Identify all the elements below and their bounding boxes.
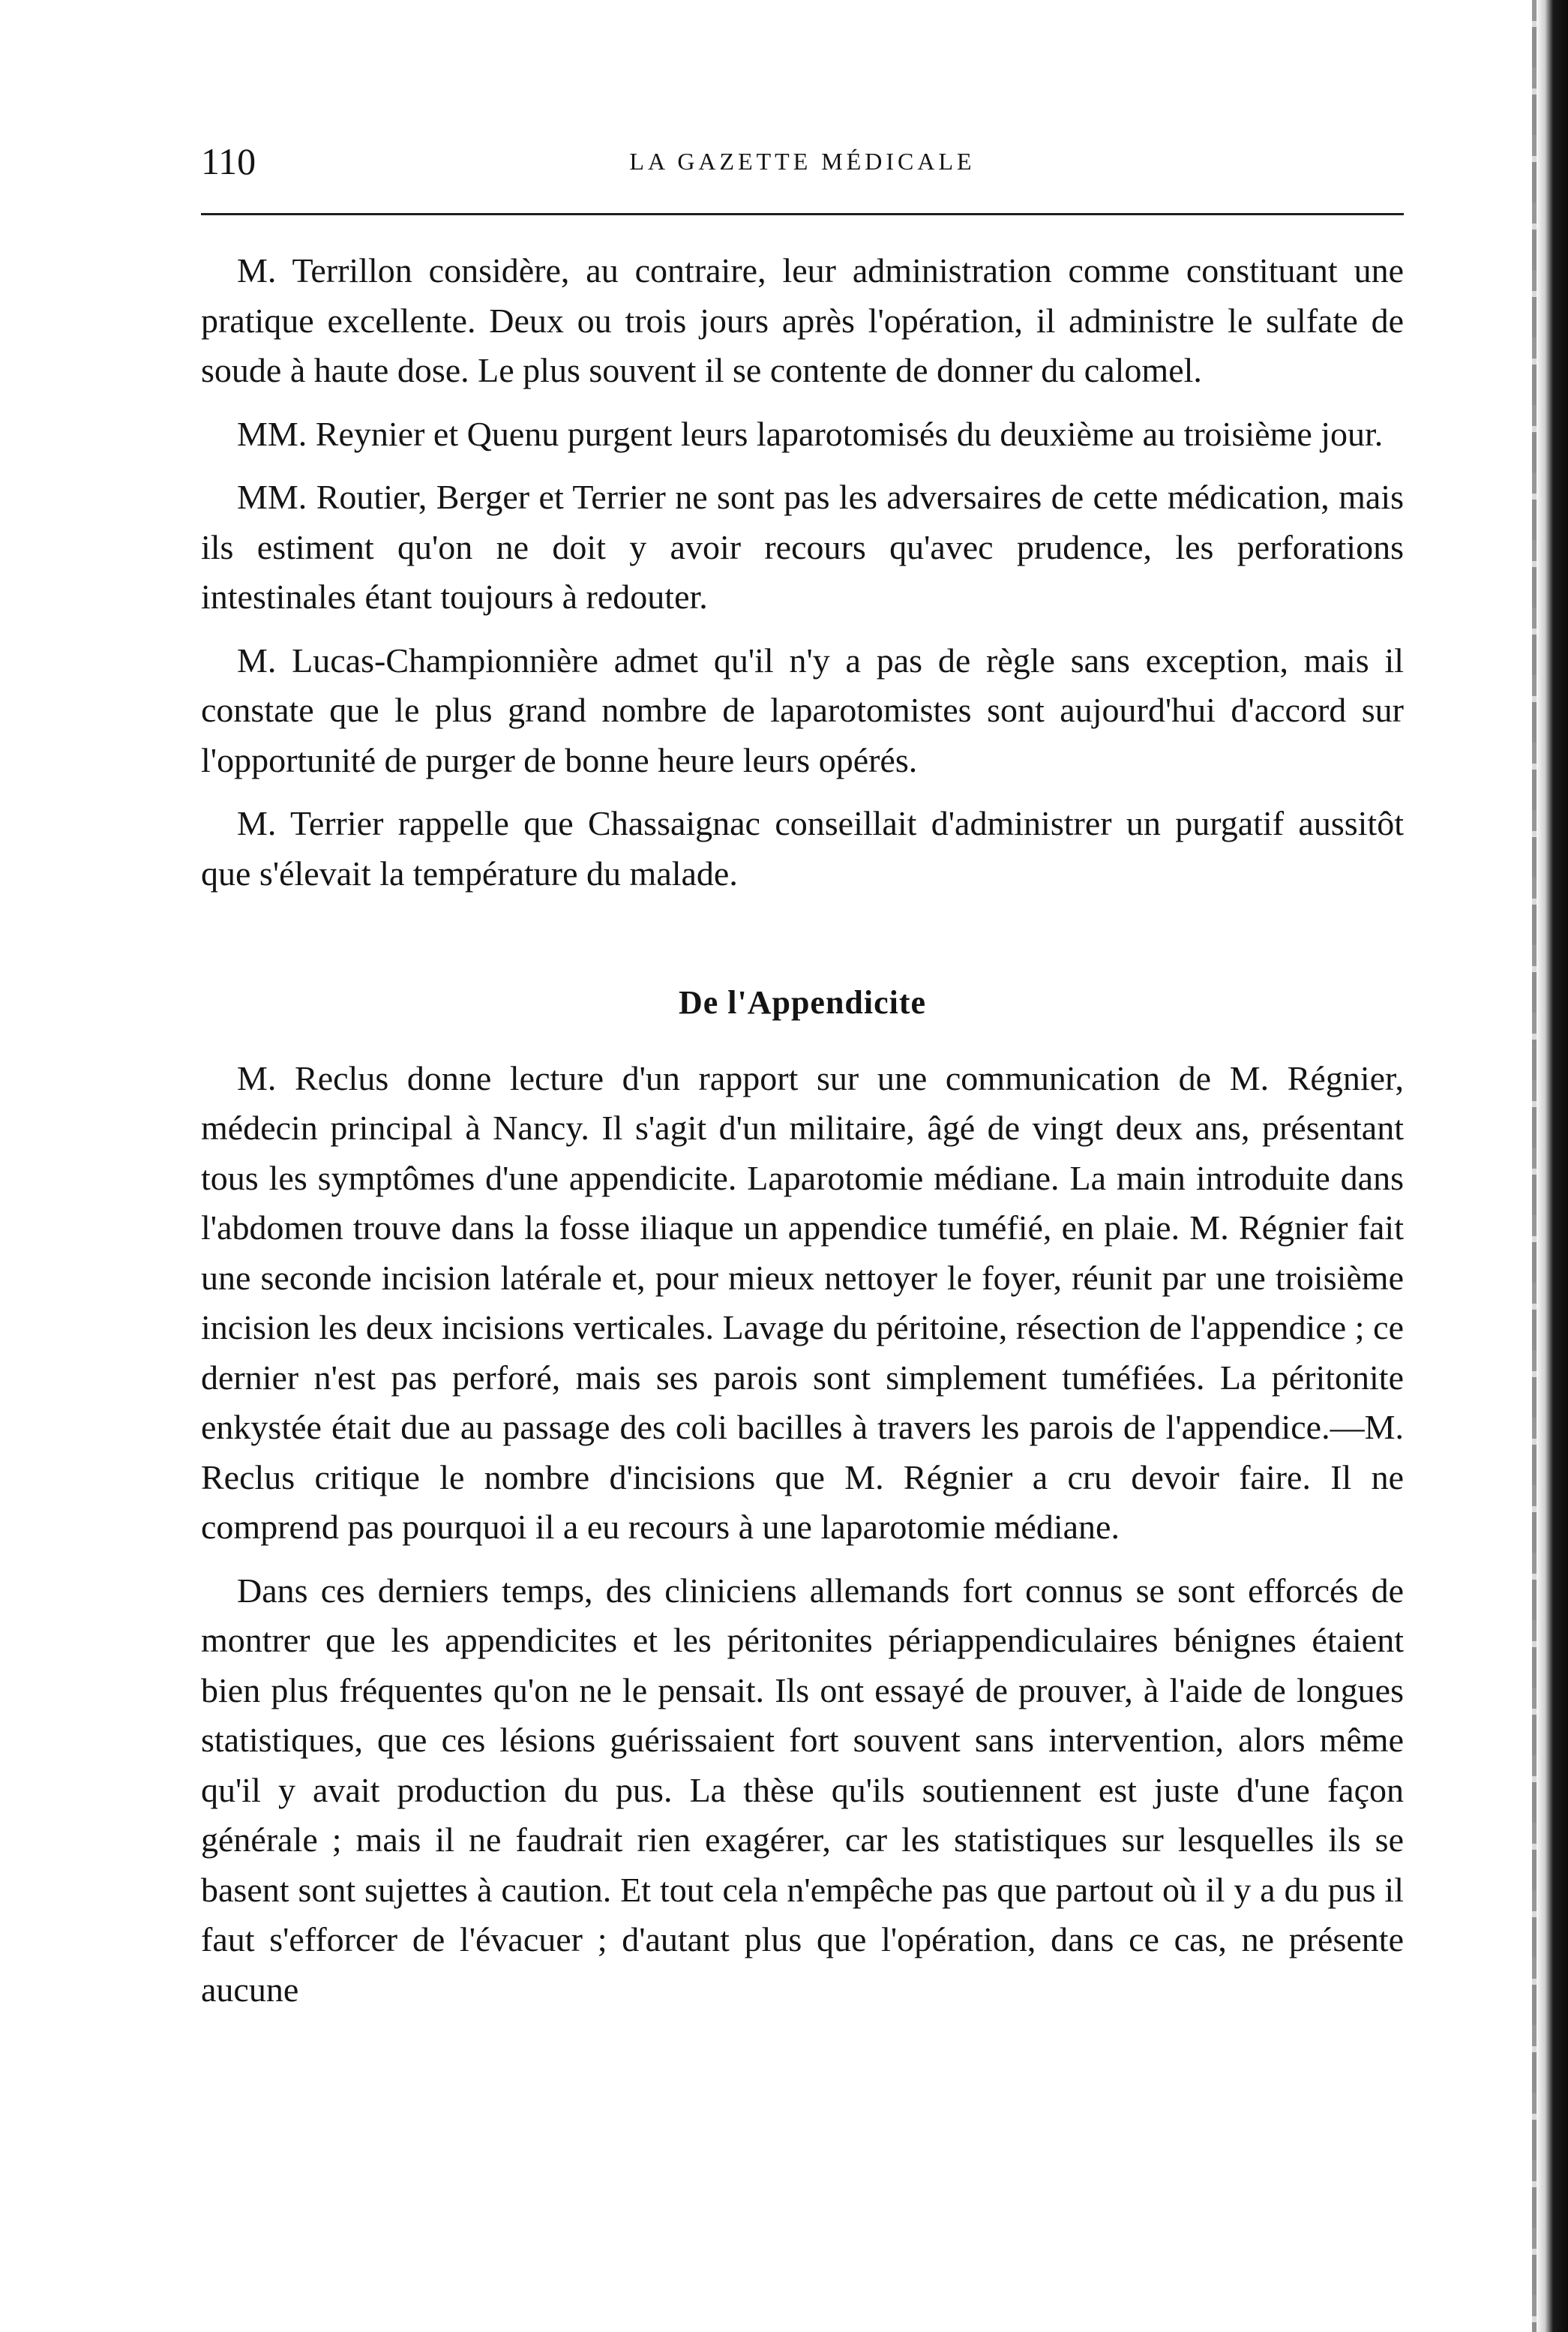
paragraph-cliniciens-allemands: Dans ces derniers temps, des cliniciens allemands fort connus se sont efforcés de montrer que les appendicites et les péritonites périappendiculaires bénignes étaient bien plus fréquentes qu'on ne le pensait. Ils ont essayé de prouver, à l'aide de longues statistiques, que ces lésions guérissaient fort souvent sans intervention, alors même qu'il y avait production du pus. La thèse qu'ils soutiennent est juste d'une façon générale ; mais il ne faudrait rien exagérer, car les statistiques sur lesquelles ils se basent sont sujettes à caution. Et tout cela n'empêche pas que partout où il y a du pus il faut s'efforcer de l'évacuer ; d'autant plus que l'opération, dans ce cas, ne présente aucune [201,1571,1404,2009]
scan-margin-shadow [1535,0,1568,2332]
article-body [201,246,1404,2015]
header-rule [201,213,1404,215]
page-header [201,135,1404,188]
paragraph-routier-berger-terrier: MM. Routier, Berger et Terrier ne sont pas les adversaires de cette médication, mais ils estiment qu'on ne doit y avoir recours qu'avec prudence, les perforations intestinales étant toujours à redouter. [201,478,1404,616]
section-heading: De l'Appendicite [678,984,927,1021]
scan-margin-streak [1532,0,1537,2332]
paragraph-reynier-quenu: MM. Reynier et Quenu purgent leurs laparotomisés du deuxième au troisième jour. [237,414,1384,453]
paragraph-terrillon: M. Terrillon considère, au contraire, leur administration comme constituant une pratique excellente. Deux ou trois jours après l'opération, il administre le sulfate de soude à haute dose. Le plus souvent il se contente de donner du calomel. [201,251,1404,389]
paragraph-reclus-regnier: M. Reclus donne lecture d'un rapport sur une communication de M. Régnier, médecin principal à Nancy. Il s'agit d'un militaire, âgé de vingt deux ans, présentant tous les symptômes d'une appendicite. Laparotomie médiane. La main introduite dans l'abdomen trouve dans la fosse iliaque un appendice tuméfié, en plaie. M. Régnier fait une seconde incision latérale et, pour mieux nettoyer le foyer, réunit par une troisième incision les deux incisions verticales. Lavage du péritoine, résection de l'appendice ; ce dernier n'est pas perforé, mais ses parois sont simplement tuméfiées. La péritonite enkystée était due au passage des coli bacilles à travers les parois de l'appendice.—M. Reclus critique le nombre d'incisions que M. Régnier a cru devoir faire. Il ne comprend pas pourquoi il a eu recours à une laparotomie médiane. [201,1058,1404,1546]
paragraph-terrier-chassaignac: M. Terrier rappelle que Chassaignac conseillait d'administrer un purgatif aussitôt que s'élevait la température du malade. [201,804,1404,893]
paragraph-lucas-championniere: M. Lucas-Championnière admet qu'il n'y a pas de règle sans exception, mais il constate que le plus grand nombre de laparotomistes sont aujourd'hui d'accord sur l'opportunité de purger de bonne heure leurs opérés. [201,641,1404,779]
running-head: LA GAZETTE MÉDICALE [629,148,976,175]
page-number: 110 [201,140,256,182]
